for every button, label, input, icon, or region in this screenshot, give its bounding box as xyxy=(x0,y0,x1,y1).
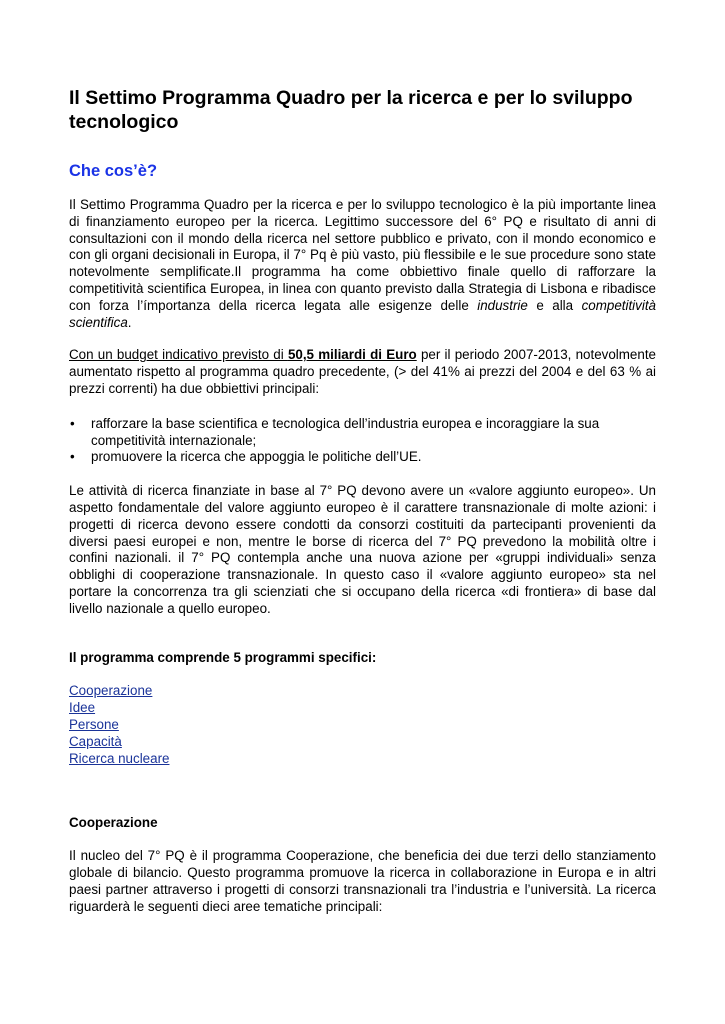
link-idee[interactable]: Idee xyxy=(69,700,96,716)
programs-heading: Il programma comprende 5 programmi specifici: xyxy=(69,649,377,665)
list-item: • rafforzare la base scientifica e tecnologica dell’industria europea e incoraggiare la sua competitività internazionale; xyxy=(70,415,600,448)
section-subtitle: Che cos’è? xyxy=(69,162,158,180)
link-cooperazione[interactable]: Cooperazione xyxy=(69,683,153,699)
budget-paragraph: Con un budget indicativo previsto di 50,5 miliardi di Euro per il periodo 2007-2013, notevolmente aumentato rispetto al programma quadro precedente, (> del 41% ai prezzi del 2004 e del 63 % ai prezzi correnti) ha due obbiettivi principali: xyxy=(69,347,656,396)
link-persone[interactable]: Persone xyxy=(69,716,119,732)
document-title: Il Settimo Programma Quadro per la ricerca e per lo sviluppo tecnologico xyxy=(69,87,633,133)
value-added-paragraph: Le attività di ricerca finanziate in base al 7° PQ devono avere un «valore aggiunto europeo». Un aspetto fondamentale del valore aggiunto europeo è il carattere transnazionale di molte azioni: i progetti di ricerca devono essere condotti da consorzi costituiti da partecipanti provenienti da diversi paesi europei e non, mentre le borse di ricerca del 7° PQ prevedono la mobilità oltre i confini nazionali. il 7° PQ contempla anche una nuova azione per «gruppi individuali» senza obblighi di cooperazione transnazionale. In questo caso il «valore aggiunto europeo» sta nel portare la concorrenza tra gli scienziati che si occupano della ricerca «di frontiera» di base dal livello nazionale a quello europeo. xyxy=(69,483,656,616)
cooperazione-paragraph: Il nucleo del 7° PQ è il programma Cooperazione, che beneficia dei due terzi dello stanziamento globale di bilancio. Questo programma promuove la ricerca in collaborazione in Europa e in altri paesi partner attraverso i progetti di consorzi transnazionali tra l’industria e l’università. La ricerca riguarderà le seguenti dieci aree tematiche principali: xyxy=(69,848,656,914)
budget-amount: 50,5 miliardi di Euro xyxy=(287,347,417,363)
list-item: • promuovere la ricerca che appoggia le politiche dell’UE. xyxy=(70,449,422,465)
link-ricerca-nucleare[interactable]: Ricerca nucleare xyxy=(69,750,170,766)
link-capacita[interactable]: Capacità xyxy=(69,733,122,749)
programs-links xyxy=(69,683,656,767)
intro-paragraph: Il Settimo Programma Quadro per la ricerca e per lo sviluppo tecnologico è la più importante linea di finanziamento europeo per la ricerca. Legittimo successore del 6° PQ e risultato di anni di consultazioni con il mondo della ricerca nel settore pubblico e privato, con il mondo economico e con gli organi decisionali in Europa, il 7° Pq è più vasto, più flessibile e le sue procedure sono state notevolmente semplificate.Il programma ha come obbiettivo finale quello di rafforzare la competitività scientifica Europea, in linea con quanto previsto dalla Strategia di Lisbona e ribadisce con forza l’ímportanza della ricerca legata alle esigenze delle industrie e alla competitività scientifica. xyxy=(69,197,656,330)
objectives-list xyxy=(69,416,656,466)
cooperazione-heading: Cooperazione xyxy=(69,815,158,831)
document-page xyxy=(69,86,656,915)
